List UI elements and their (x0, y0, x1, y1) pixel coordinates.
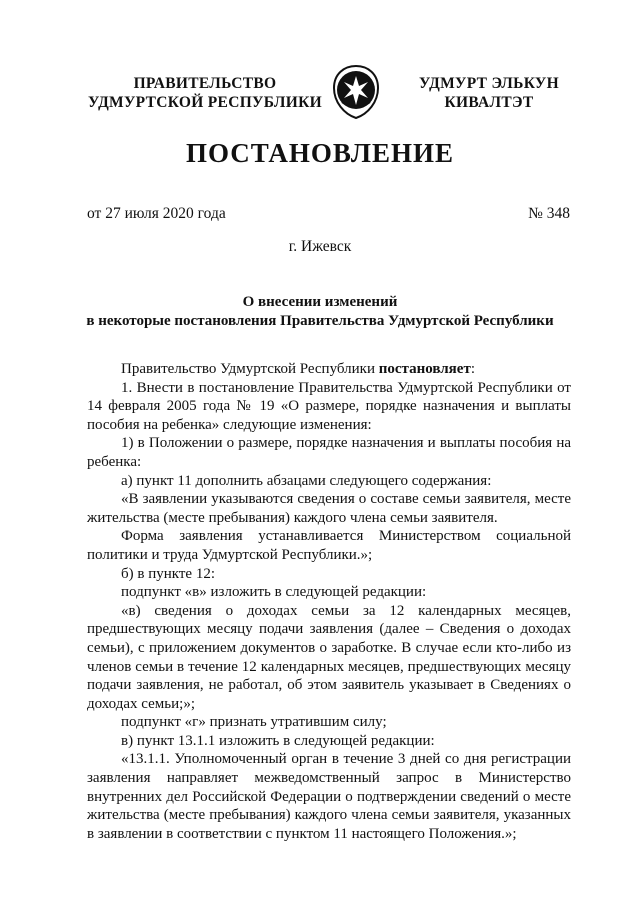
body-paragraph: б) в пункте 12: (121, 565, 215, 582)
body-paragraph: подпункт «г» признать утратившим силу; (121, 714, 387, 731)
subject-line1: О внесении изменений (242, 294, 398, 310)
document-number: № 348 (528, 205, 570, 222)
body-paragraph: «В заявлении указываются сведения о составе семьи заявителя, месте жительства (месте пребывания) каждого члена семьи заявителя. (87, 491, 571, 526)
government-name-udmurt-line1: УДМУРТ ЭЛЬКУН (419, 75, 559, 92)
document-city: г. Ижевск (288, 238, 352, 255)
body-paragraph: подпункт «в» изложить в следующей редакции: (121, 584, 427, 601)
government-name-udmurt (394, 74, 584, 112)
body-paragraph: 1) в Положении о размере, порядке назначения и выплаты пособия на ребенка: (87, 435, 571, 470)
intro-suffix: : (470, 361, 475, 377)
udmurt-coat-of-arms-icon (330, 64, 382, 120)
intro-paragraph (87, 360, 571, 379)
body-paragraph: «в) сведения о доходах семьи за 12 календарных месяцев, предшествующих месяцу подачи заявления (далее – Сведения о доходах семьи), с приложением документов о заработке. В случае если кто-либо из членов семьи в течение 12 календарных месяцев, предшествующих месяцу подачи заявления, не работал, об этом заявитель указывает в Сведениях о доходах семьи;»; (87, 602, 571, 712)
body-paragraph: 1. Внести в постановление Правительства Удмуртской Республики от 14 февраля 2005 года № 19 «О размере, порядке назначения и выплаты пособия на ребенка» следующие изменения: (87, 379, 571, 433)
intro-prefix: Правительство Удмуртской Республики (121, 361, 379, 377)
document-title: ПОСТАНОВЛЕНИЕ (185, 138, 455, 168)
subject-line2: в некоторые постановления Правительства Удмуртской Республики (86, 313, 554, 329)
body-paragraph: в) пункт 13.1.1 изложить в следующей редакции: (121, 732, 435, 749)
government-name-udmurt-line2: КИВАЛТЭТ (444, 94, 534, 111)
government-name-russian (80, 74, 330, 112)
document-subject (0, 293, 640, 331)
document-body (87, 360, 571, 843)
body-paragraph: а) пункт 11 дополнить абзацами следующего содержания: (121, 472, 492, 489)
government-name-line2: УДМУРТСКОЙ РЕСПУБЛИКИ (87, 94, 322, 111)
intro-bold-verb: постановляет (378, 361, 471, 377)
government-name-line1: ПРАВИТЕЛЬСТВО (133, 75, 277, 92)
document-date: от 27 июля 2020 года (87, 205, 226, 222)
body-paragraph: Форма заявления устанавливается Министерством социальной политики и труда Удмуртской Республики.»; (87, 528, 571, 563)
body-paragraph: «13.1.1. Уполномоченный орган в течение 3 дней со дня регистрации заявления направляет межведомственный запрос в Министерство внутренних дел Российской Федерации о подтверждении сведений о месте жительства (месте пребывания) каждого члена семьи заявителя, указанных в заявлении в соответствии с пунктом 11 настоящего Положения.»; (87, 751, 571, 842)
